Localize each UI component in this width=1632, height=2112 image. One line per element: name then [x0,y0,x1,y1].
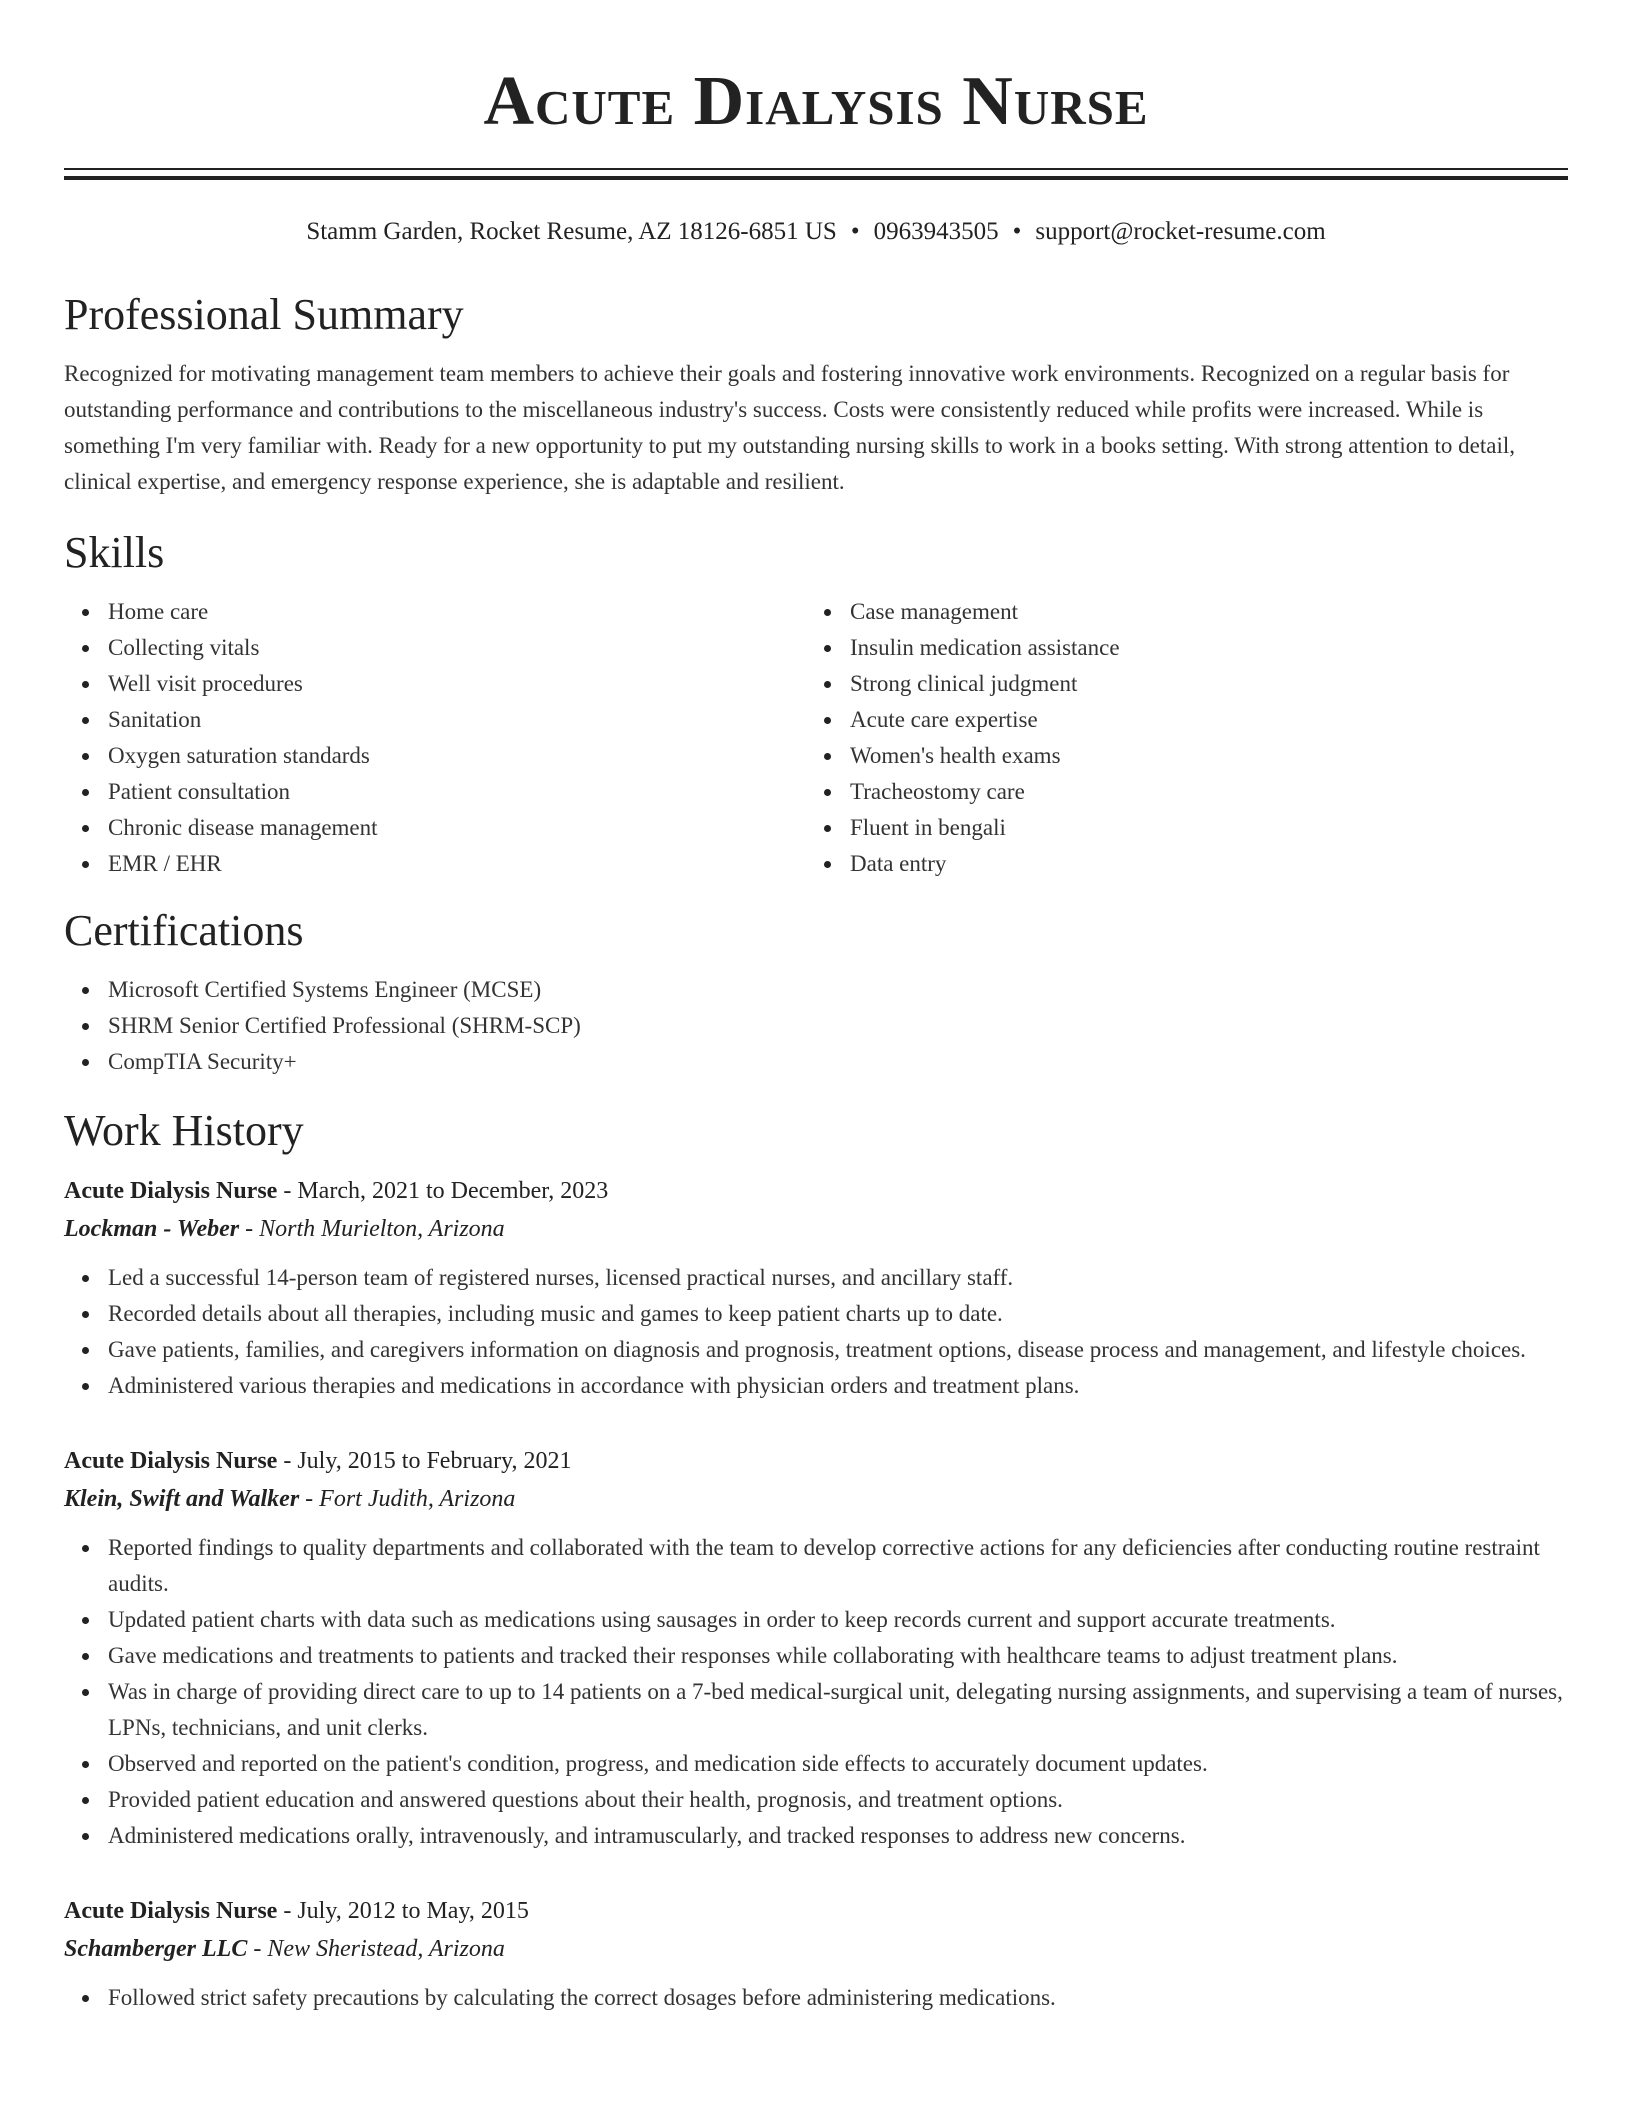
job-bullet: Observed and reported on the patient's condition, progress, and medication side effects to accurately document updates. [108,1746,1568,1782]
header-rule-thin [64,168,1568,170]
job-bullets [64,1530,1568,1854]
job-location: North Murielton, Arizona [259,1216,505,1242]
job-title: Acute Dialysis Nurse [64,1448,278,1474]
skill-item: EMR / EHR [108,846,806,882]
skill-item: Strong clinical judgment [850,666,1548,702]
job-bullet: Gave patients, families, and caregivers information on diagnosis and prognosis, treatment options, disease process and management, and lifestyle choices. [108,1332,1568,1368]
work-history-heading: Work History [64,1106,304,1155]
job-location: New Sheristead, Arizona [267,1936,505,1962]
skill-item: Sanitation [108,702,806,738]
job-bullet: Updated patient charts with data such as medications using sausages in order to keep records current and support accurate treatments. [108,1602,1568,1638]
skill-item: Patient consultation [108,774,806,810]
job-bullets [64,1260,1568,1404]
skills-section [64,526,1568,882]
skills-list-left [64,594,806,882]
job-entry [64,1172,1568,1404]
job-bullet: Gave medications and treatments to patients and tracked their responses while collaborating with healthcare teams to adjust treatment plans. [108,1638,1568,1674]
skill-item: Fluent in bengali [850,810,1548,846]
contact-email[interactable]: support@rocket-resume.com [1035,218,1326,245]
job-bullet: Administered medications orally, intravenously, and intramuscularly, and tracked responses to address new concerns. [108,1818,1568,1854]
job-bullet: Recorded details about all therapies, including music and games to keep patient charts up to date. [108,1296,1568,1332]
certification-item: Microsoft Certified Systems Engineer (MCSE) [108,972,1568,1008]
contact-line [64,216,1568,248]
job-company: Klein, Swift and Walker [64,1486,300,1512]
job-header: Acute Dialysis Nurse - July, 2012 to May, 2015 [64,1898,529,1924]
skill-item: Acute care expertise [850,702,1548,738]
job-entry [64,1442,1568,1854]
job-title: Acute Dialysis Nurse [64,1898,278,1924]
certification-item: CompTIA Security+ [108,1044,1568,1080]
job-bullet: Followed strict safety precautions by calculating the correct dosages before administering medications. [108,1980,1568,2016]
skill-item: Women's health exams [850,738,1548,774]
job-bullets [64,1980,1568,2016]
skill-item: Oxygen saturation standards [108,738,806,774]
job-bullet: Was in charge of providing direct care to up to 14 patients on a 7-bed medical-surgical unit, delegating nursing assignments, and supervising a team of nurses, LPNs, technicians, and unit clerks. [108,1674,1568,1746]
job-employer: Schamberger LLC - New Sheristead, Arizona [64,1936,505,1962]
skills-grid [64,594,1568,882]
skills-list-right [806,594,1548,882]
skill-item: Home care [108,594,806,630]
certifications-heading: Certifications [64,906,304,955]
certifications-list [64,972,1568,1080]
contact-separator: • [1012,218,1022,245]
skill-item: Well visit procedures [108,666,806,702]
job-location: Fort Judith, Arizona [319,1486,516,1512]
work-history-section [64,1104,1568,2016]
skill-item: Tracheostomy care [850,774,1548,810]
contact-separator: • [850,218,860,245]
job-dates: July, 2012 to May, 2015 [297,1898,529,1924]
skill-item: Case management [850,594,1548,630]
skill-item: Insulin medication assistance [850,630,1548,666]
job-header: Acute Dialysis Nurse - July, 2015 to February, 2021 [64,1448,572,1474]
skill-item: Data entry [850,846,1548,882]
skill-item: Chronic disease management [108,810,806,846]
contact-address: Stamm Garden, Rocket Resume, AZ 18126-6851 US [306,218,837,245]
skills-column-right [806,594,1548,882]
job-employer: Klein, Swift and Walker - Fort Judith, Arizona [64,1486,516,1512]
job-company: Schamberger LLC [64,1936,248,1962]
job-bullet: Led a successful 14-person team of registered nurses, licensed practical nurses, and ancillary staff. [108,1260,1568,1296]
summary-section [64,288,1568,500]
summary-heading: Professional Summary [64,290,464,339]
job-title: Acute Dialysis Nurse [64,1178,278,1204]
job-bullet: Administered various therapies and medications in accordance with physician orders and treatment plans. [108,1368,1568,1404]
job-dates: March, 2021 to December, 2023 [297,1178,609,1204]
job-bullet: Provided patient education and answered questions about their health, prognosis, and treatment options. [108,1782,1568,1818]
certification-item: SHRM Senior Certified Professional (SHRM-SCP) [108,1008,1568,1044]
job-employer: Lockman - Weber - North Murielton, Arizona [64,1216,505,1242]
job-dates: July, 2015 to February, 2021 [297,1448,572,1474]
contact-phone: 0963943505 [873,218,999,245]
job-bullet: Reported findings to quality departments and collaborated with the team to develop corrective actions for any deficiencies after conducting routine restraint audits. [108,1530,1568,1602]
job-header: Acute Dialysis Nurse - March, 2021 to December, 2023 [64,1178,609,1204]
skills-column-left [64,594,806,882]
skills-heading: Skills [64,528,165,577]
resume-title: Acute Dialysis Nurse [483,63,1149,140]
summary-text: Recognized for motivating management team members to achieve their goals and fostering innovative work environments. Recognized on a regular basis for outstanding performance and contributions to the miscellaneous industry's success. Costs were consistently reduced while profits were increased. While is something I'm very familiar with. Ready for a new opportunity to put my outstanding nursing skills to work in a books setting. With strong attention to detail, clinical expertise, and emergency response experience, she is adaptable and resilient. [64,361,1515,494]
job-company: Lockman - Weber [64,1216,240,1242]
certifications-section [64,904,1568,1080]
skill-item: Collecting vitals [108,630,806,666]
header-rule-thick [64,176,1568,180]
job-entry [64,1892,1568,2016]
